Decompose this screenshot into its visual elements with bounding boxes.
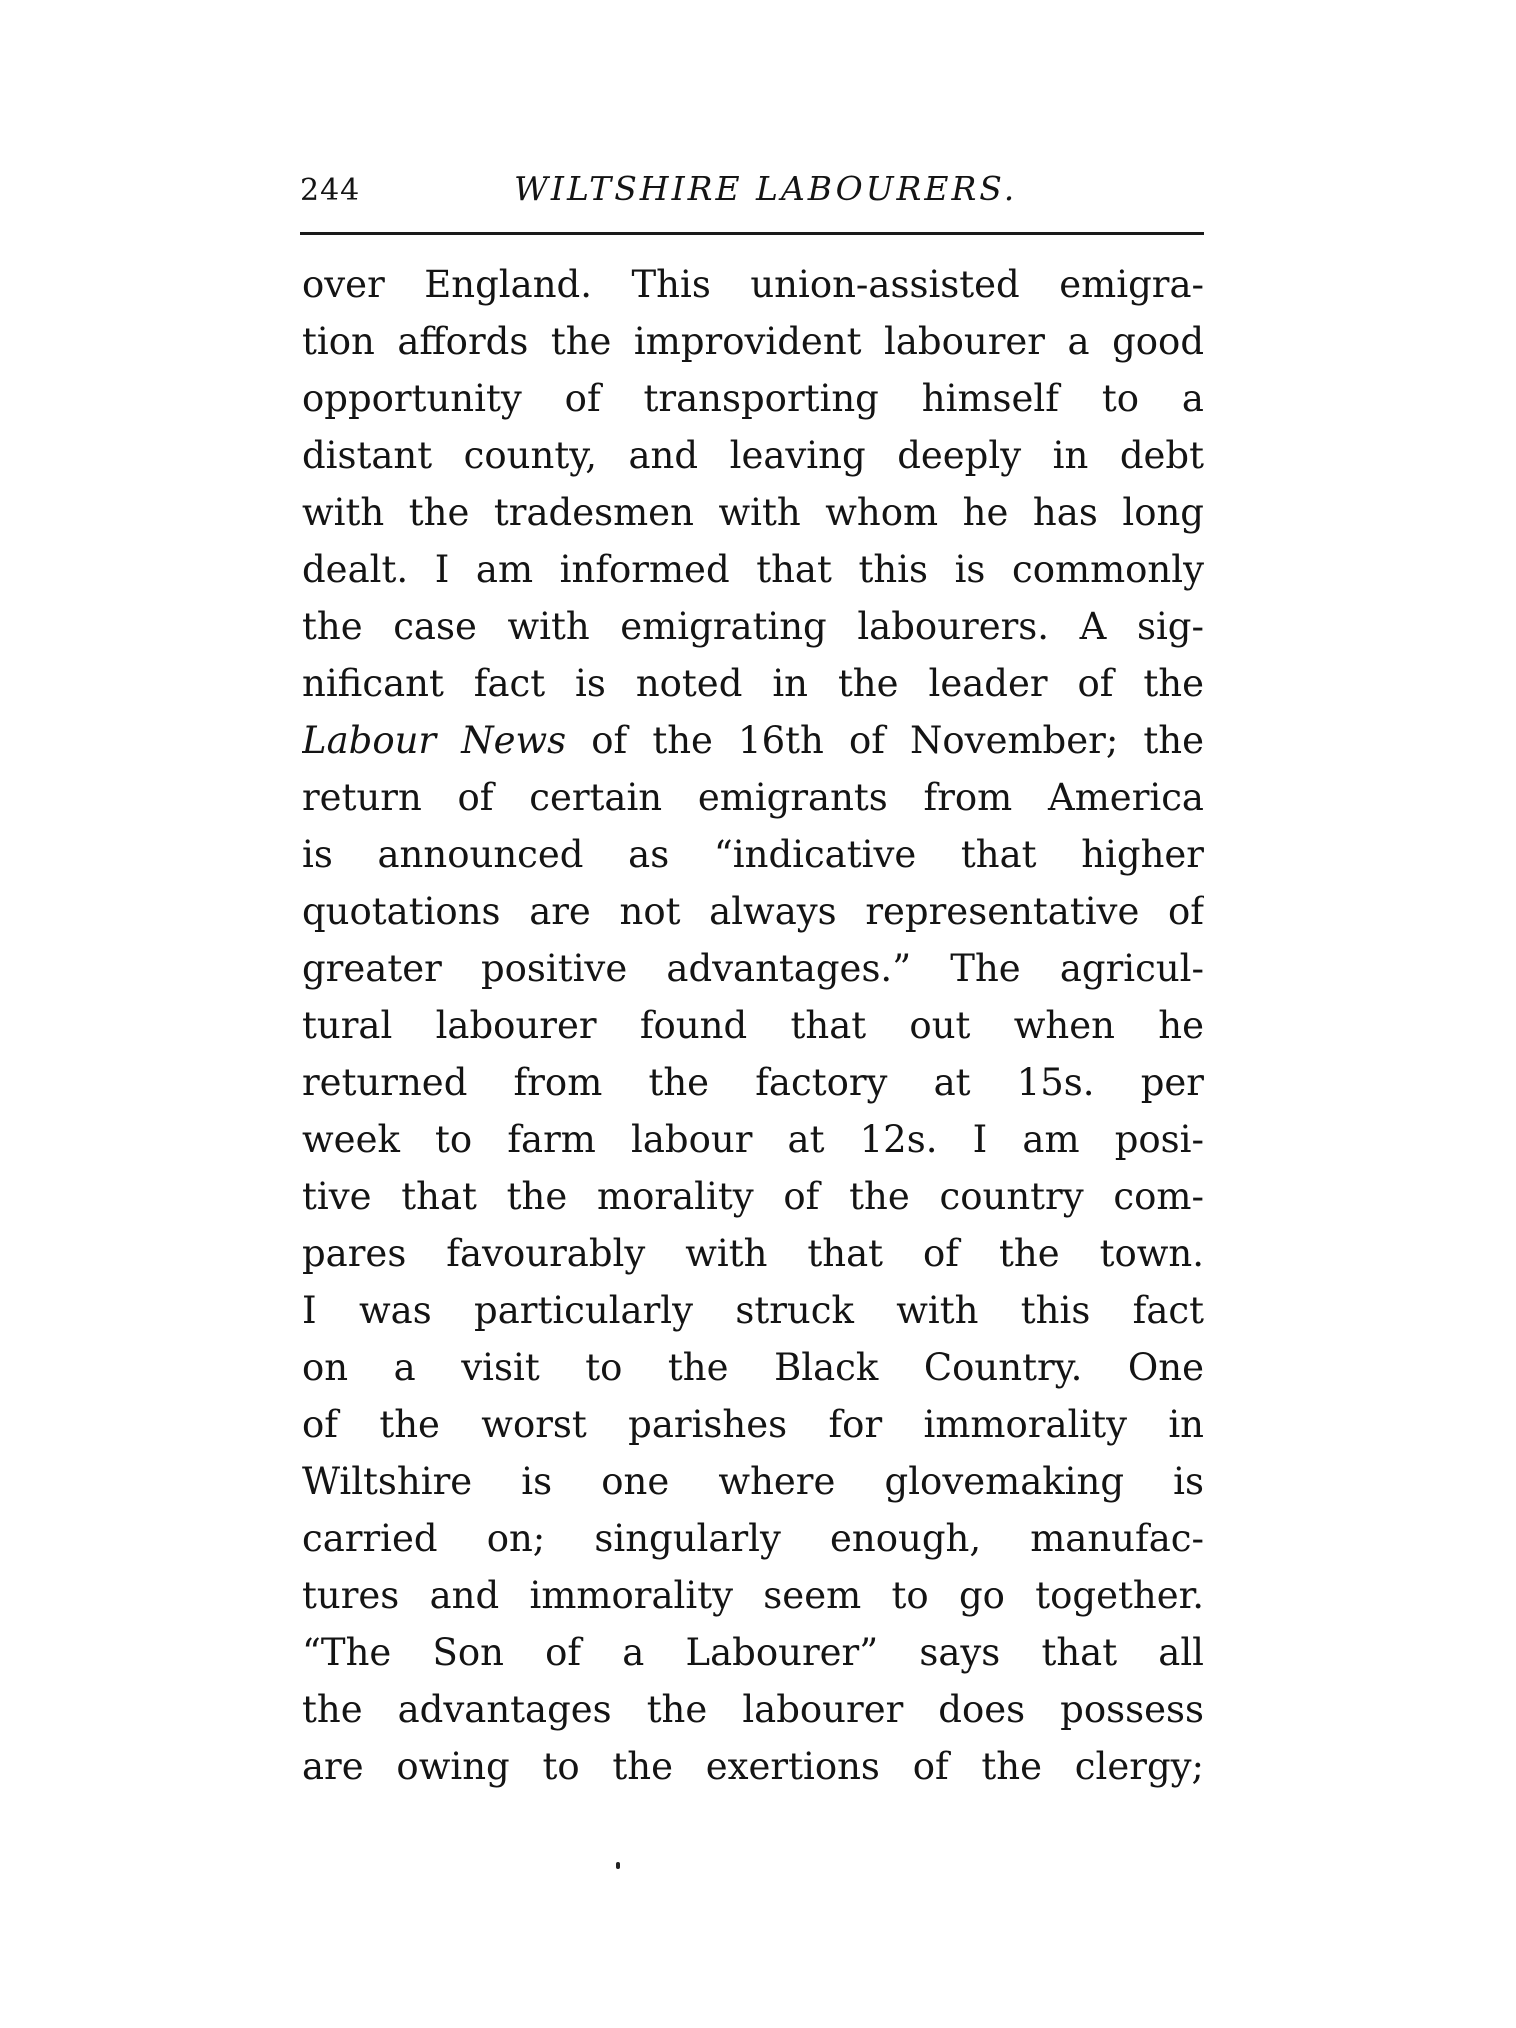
line-remainder: of the 16th of November; the <box>566 719 1204 762</box>
text-line: returned from the factory at 15s. per <box>302 1061 1204 1104</box>
text-line: tural labourer found that out when he <box>302 1004 1204 1047</box>
header-rule <box>300 232 1204 235</box>
text-line: with the tradesmen with whom he has long <box>302 491 1204 534</box>
text-line: I was particularly struck with this fact <box>302 1289 1204 1332</box>
text-line: over England. This union-assisted emigra- <box>302 263 1204 306</box>
text-line: nificant fact is noted in the leader of the <box>302 662 1204 705</box>
text-line: opportunity of transporting himself to a <box>302 377 1204 420</box>
text-line: tion affords the improvident labourer a good <box>302 320 1204 363</box>
text-line: tures and immorality seem to go together. <box>302 1574 1204 1617</box>
text-line: of the worst parishes for immorality in <box>302 1403 1204 1446</box>
body-text <box>302 256 1204 1795</box>
text-line: tive that the morality of the country com- <box>302 1175 1204 1218</box>
running-title: WILTSHIRE LABOURERS. <box>514 169 1018 208</box>
page-number: 244 <box>300 173 361 208</box>
italic-title: Labour News <box>302 719 567 762</box>
text-line: on a visit to the Black Country. One <box>302 1346 1204 1389</box>
text-line: pares favourably with that of the town. <box>302 1232 1204 1275</box>
text-line: dealt. I am informed that this is commonly <box>302 548 1204 591</box>
text-line: return of certain emigrants from America <box>302 776 1204 819</box>
text-line: Wiltshire is one where glovemaking is <box>302 1460 1204 1503</box>
text-line: greater positive advantages.” The agricul- <box>302 947 1204 990</box>
text-line: quotations are not always representative of <box>302 890 1204 933</box>
text-line: the case with emigrating labourers. A sig- <box>302 605 1204 648</box>
text-line: week to farm labour at 12s. I am posi- <box>302 1118 1204 1161</box>
text-line: is announced as “indicative that higher <box>302 833 1204 876</box>
text-line: carried on; singularly enough, manufac- <box>302 1517 1204 1560</box>
text-line: distant county, and leaving deeply in debt <box>302 434 1204 477</box>
text-line: the advantages the labourer does possess <box>302 1688 1204 1731</box>
text-line: are owing to the exertions of the clergy; <box>302 1745 1204 1788</box>
text-line: “The Son of a Labourer” says that all <box>302 1631 1204 1674</box>
text-line <box>302 712 1204 769</box>
ink-speck <box>616 1862 620 1869</box>
